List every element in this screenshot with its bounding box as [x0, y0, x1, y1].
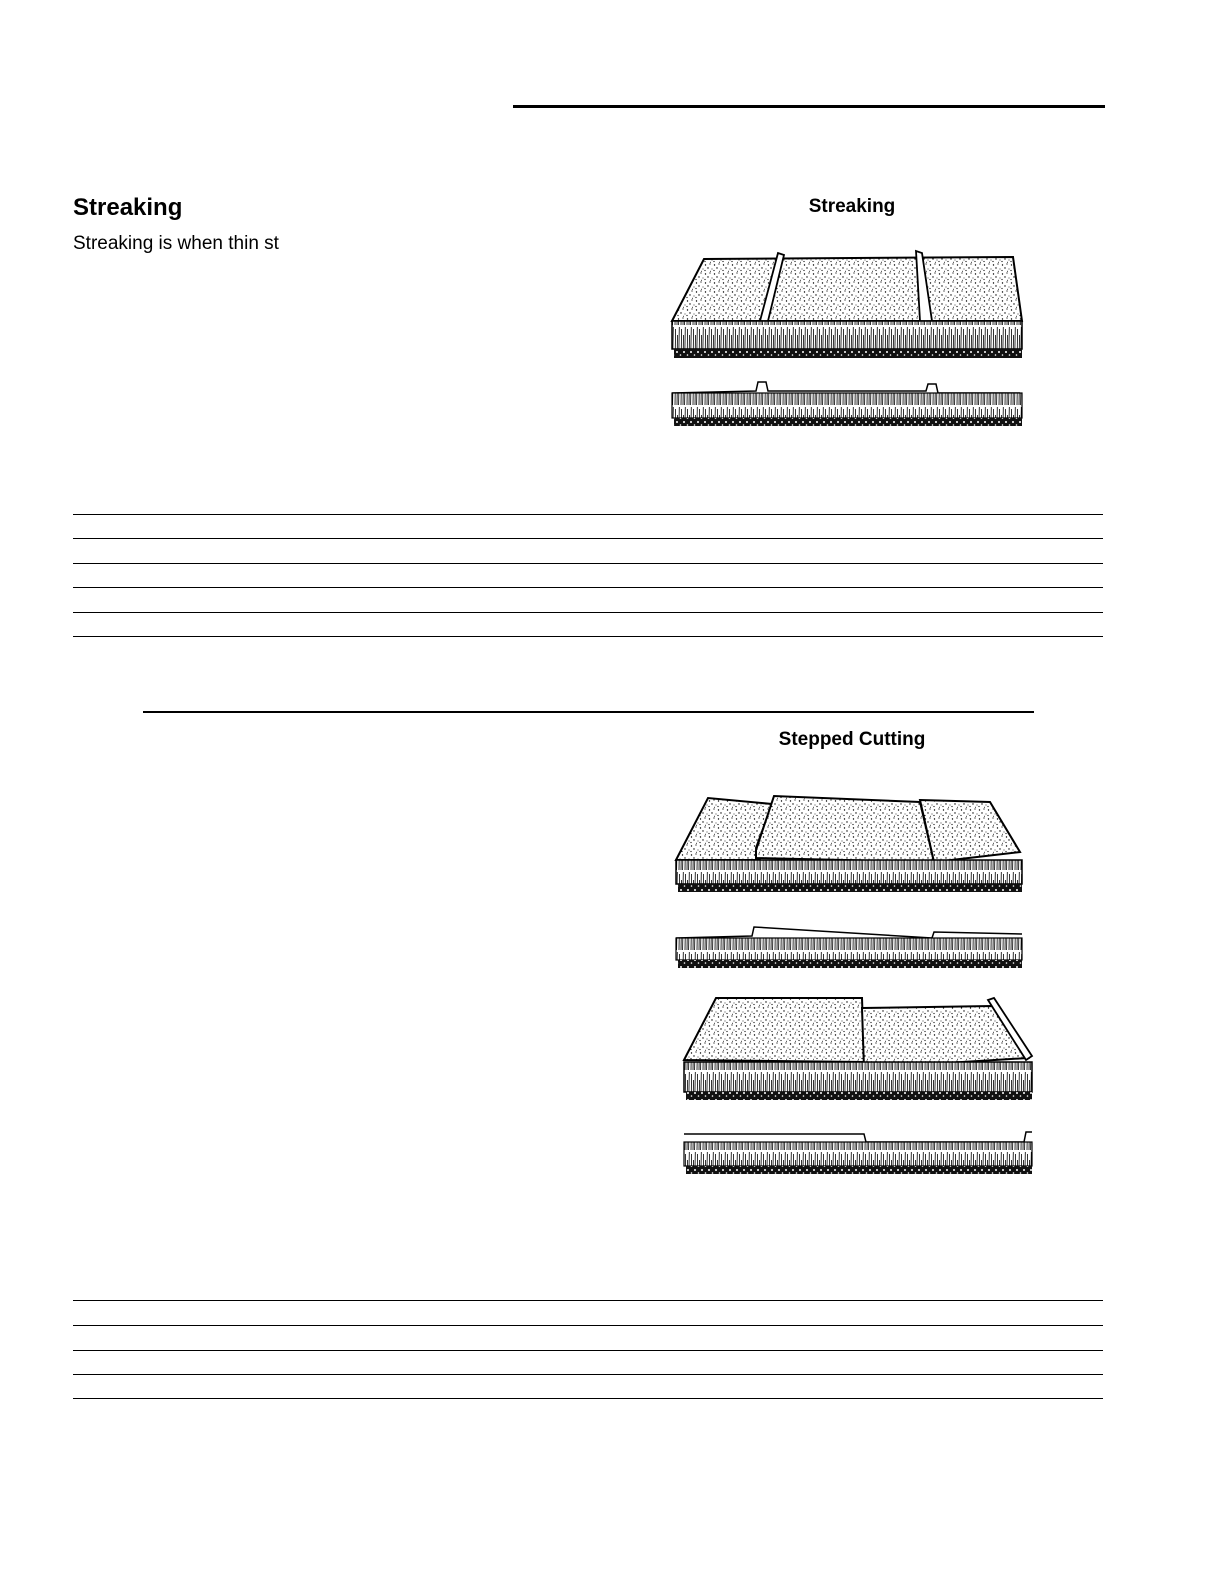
- note-line: [73, 636, 1103, 637]
- note-line: [73, 538, 1103, 539]
- section-paragraph: Streaking is when thin st: [73, 233, 279, 254]
- middle-rule: [143, 711, 1034, 713]
- note-line: [73, 514, 1103, 515]
- section-heading: Streaking: [73, 194, 183, 221]
- note-line: [73, 1325, 1103, 1326]
- note-line: [73, 1350, 1103, 1351]
- note-line: [73, 1374, 1103, 1375]
- note-line: [73, 612, 1103, 613]
- figure-title-stepped-cutting: Stepped Cutting: [778, 729, 926, 750]
- stepped-cutting-illustration: [672, 790, 1037, 1180]
- streaking-illustration: [668, 245, 1028, 435]
- note-line: [73, 587, 1103, 588]
- note-line: [73, 563, 1103, 564]
- top-rule: [513, 105, 1105, 108]
- note-line: [73, 1300, 1103, 1301]
- figure-title-streaking: Streaking: [808, 196, 896, 217]
- note-line: [73, 1398, 1103, 1399]
